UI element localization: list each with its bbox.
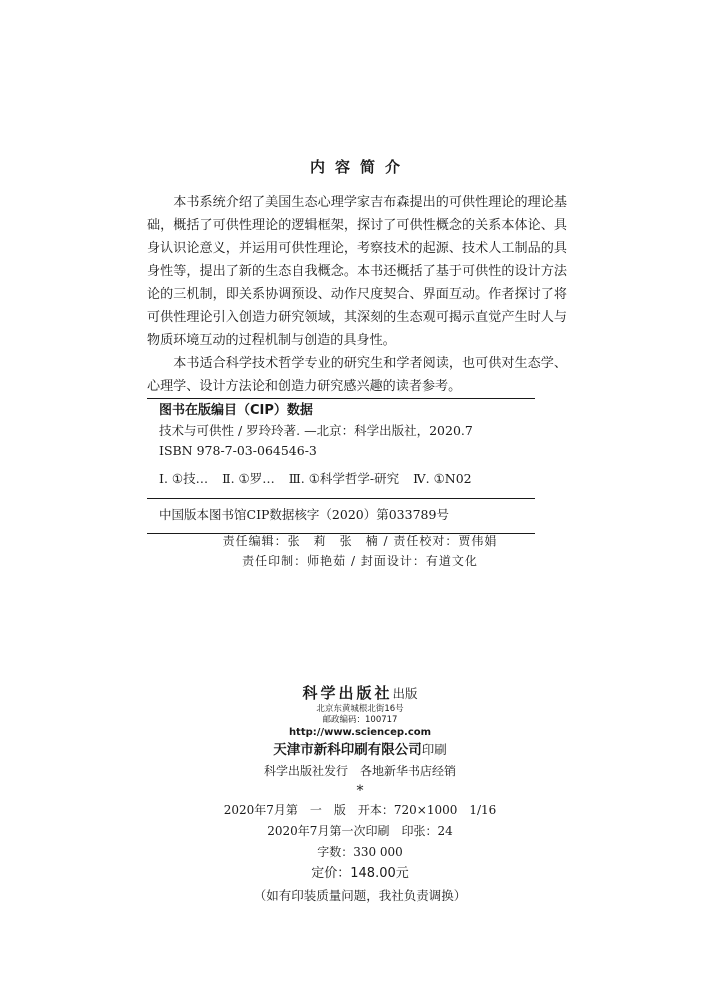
printing-info: 2020年7月第一次印刷 印张：24 <box>267 824 453 838</box>
cip-middle-rule <box>147 498 535 499</box>
price: 定价：148.00元 <box>311 866 409 881</box>
summary-body <box>147 191 567 398</box>
cip-class-3: Ⅲ. ①科学哲学-研究 <box>288 471 400 486</box>
publisher-name: 科学出版社 <box>302 684 393 702</box>
cip-class-1: Ⅰ. ①技… <box>159 471 209 486</box>
printer-name: 天津市新科印刷有限公司 <box>273 742 422 758</box>
publisher-block <box>210 683 510 907</box>
printer-line <box>210 739 510 761</box>
summary-title: 内容简介 <box>309 158 410 176</box>
cip-block <box>147 398 535 534</box>
cip-title-line: 技术与可供性 / 罗玲玲著. —北京：科学出版社，2020.7 <box>159 423 473 438</box>
distribution: 科学出版社发行 各地新华书店经销 <box>263 764 456 778</box>
cip-top-rule <box>147 398 535 399</box>
editors-line-1: 责任编辑：张 莉 张 楠 / 责任校对：贾伟娟 <box>222 534 498 548</box>
quality-notice: （如有印装质量问题，我社负责调换） <box>253 888 467 903</box>
publisher-name-line <box>210 683 510 704</box>
summary-paragraph-1: 本书系统介绍了美国生态心理学家吉布森提出的可供性理论的理论基础，概括了可供性理论的逻辑框架，探讨了可供性概念的关系本体论、具身认识论意义，并运用可供性理论，考察技术的起源、技术人工制品的具身性等，提出了新的生态自我概念。本书还概括了基于可供性的设计方法论的三机制，即关系协调预设、动作尺度契合、界面互动。作者探讨了将可供性理论引入创造力研究领域，其深刻的生态观可揭示直觉产生时人与物质环境互动的过程机制与创造的具身性。 <box>147 195 567 348</box>
printer-suffix: 印刷 <box>421 742 447 757</box>
publisher-postcode: 邮政编码：100717 <box>322 715 398 725</box>
cip-class-4: Ⅳ. ①N02 <box>413 471 472 486</box>
editors-block <box>200 531 520 571</box>
summary-paragraph-2: 本书适合科学技术哲学专业的研究生和学者阅读，也可供对生态学、心理学、设计方法论和创造力研究感兴趣的读者参考。 <box>147 356 567 394</box>
publisher-address: 北京东黄城根北街16号 <box>316 704 404 714</box>
cip-classification <box>159 469 535 489</box>
cip-class-2: Ⅱ. ①罗… <box>222 471 275 486</box>
cip-isbn: ISBN 978-7-03-064546-3 <box>159 443 317 458</box>
publisher-suffix: 出版 <box>392 686 418 701</box>
word-count: 字数：330 000 <box>317 845 403 859</box>
edition-info: 2020年7月第 一 版 开本：720×1000 1/16 <box>223 803 497 817</box>
separator-star: * <box>356 783 364 799</box>
cip-verification: 中国版本图书馆CIP数据核字（2020）第033789号 <box>159 507 449 522</box>
cip-heading: 图书在版编目（CIP）数据 <box>159 403 313 418</box>
publisher-url: http://www.sciencep.com <box>288 727 432 738</box>
editors-line-2: 责任印制：师艳茹 / 封面设计：有道文化 <box>242 554 478 568</box>
